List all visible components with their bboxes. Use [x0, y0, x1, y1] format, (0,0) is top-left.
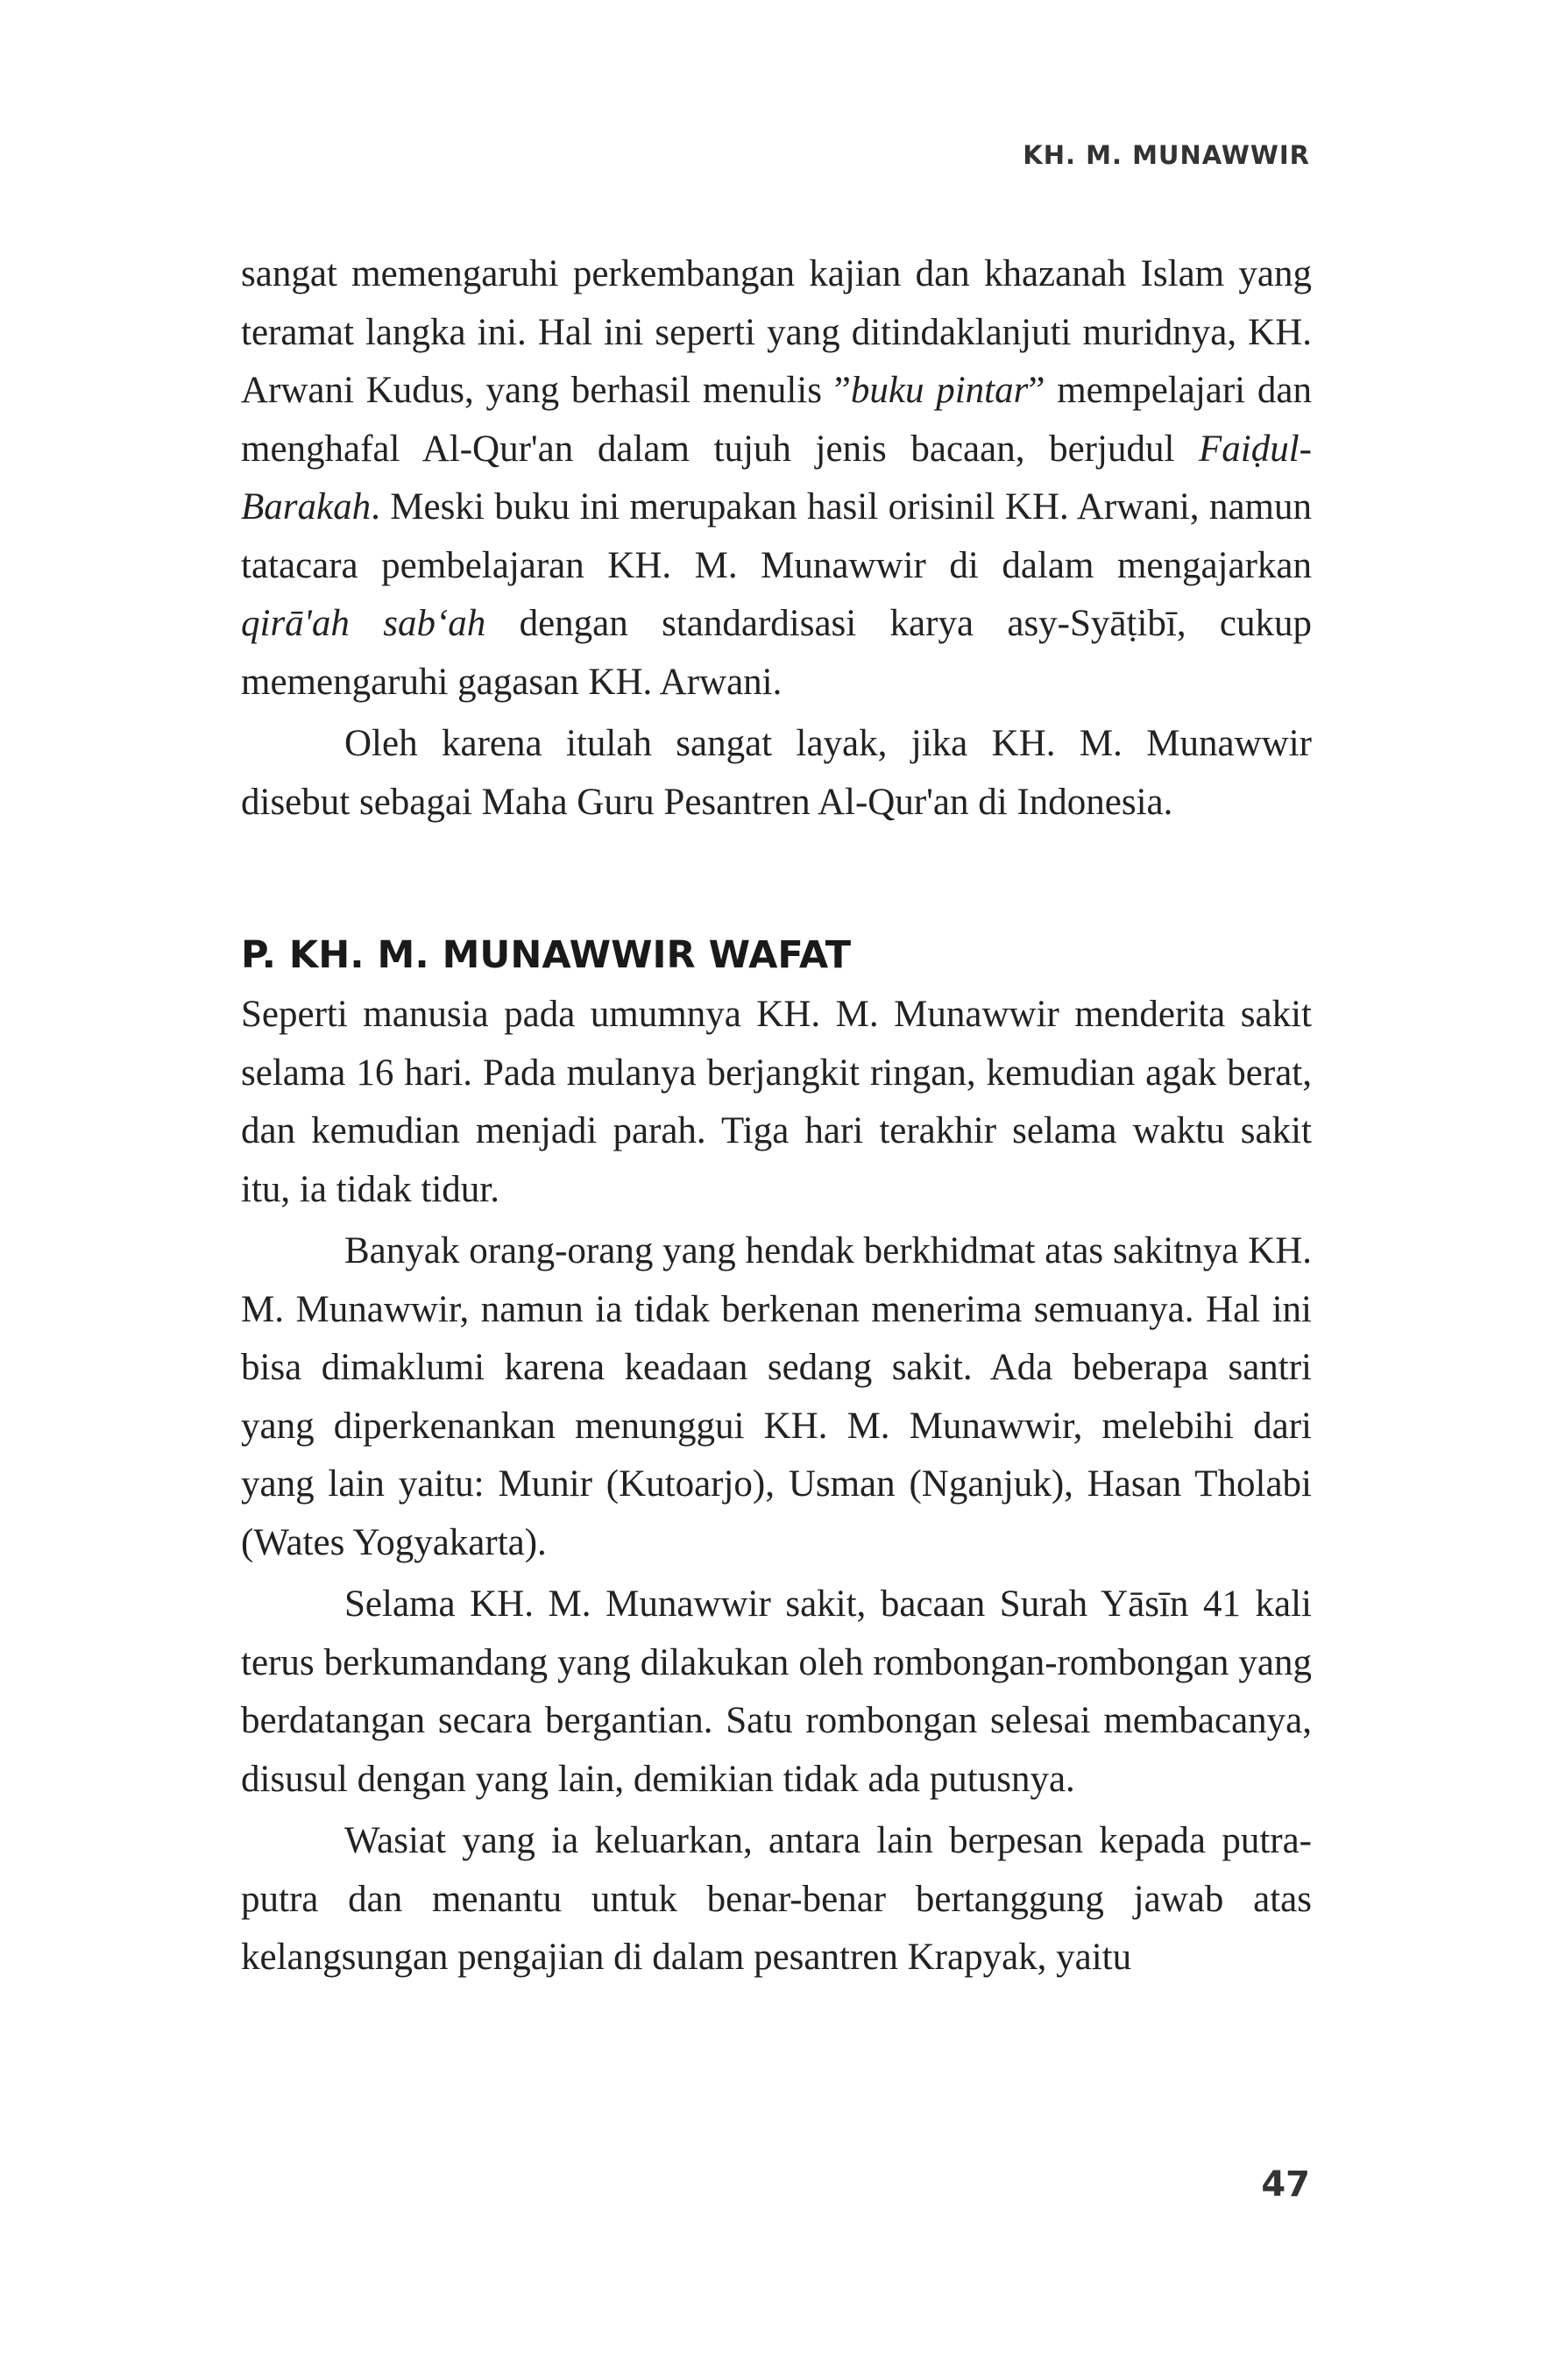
italic-term-qiraah-sabah: qirā'ah sab‘ah [241, 603, 486, 644]
italic-term-buku-pintar: buku pintar [850, 370, 1029, 411]
paragraph: Banyak orang-orang yang hendak berkhidmat atas sakitnya KH. M. Munawwir, namun ia tidak berkenan menerima semuanya. Hal ini bisa dimaklumi karena keadaan sedang sakit. Ada beberapa santri yang diperkenankan menunggui KH. M. Munawwir, melebihi dari yang lain yaitu: Munir (Kutoarjo), Usman (Nganjuk), Hasan Tholabi (Wates Yogyakarta). [241, 1230, 1312, 1563]
paragraph-continuation [241, 245, 1312, 712]
text-run: ” mempelajari dan menghafal Al-Qur'an dalam tujuh jenis bacaan, berjudul [241, 370, 1312, 470]
running-header: KH. M. MUNAWWIR [1023, 140, 1310, 170]
text-run: dengan standardisasi karya asy-Syāṭibī, cukup memengaruhi gagasan KH. Arwani. [241, 603, 1312, 703]
text-run: . Meski buku ini merupakan hasil orisinil KH. Arwani, namun tatacara pembelajaran KH. M. Munawwir di dalam mengajarkan [241, 486, 1312, 586]
text-run: sangat memengaruhi perkembangan kajian dan khazanah Islam yang teramat langka ini. Hal ini seperti yang ditindaklanjuti muridnya, KH. Arwani Kudus, yang berhasil menulis ” [241, 253, 1312, 411]
section-heading: P. KH. M. MUNAWWIR WAFAT [241, 933, 852, 977]
paragraph: Oleh karena itulah sangat layak, jika KH. M. Munawwir disebut sebagai Maha Guru Pesantren Al-Qur'an di Indonesia. [241, 723, 1312, 823]
paragraph: Seperti manusia pada umumnya KH. M. Munawwir menderita sakit selama 16 hari. Pada mulanya berjangkit ringan, kemudian agak berat, dan kemudian menjadi parah. Tiga hari terakhir selama waktu sakit itu, ia tidak tidur. [241, 994, 1312, 1210]
page-number: 47 [1261, 2164, 1310, 2205]
italic-title-faidul-barakah: Faiḍul-Barakah [241, 428, 1312, 528]
paragraph: Wasiat yang ia keluarkan, antara lain berpesan kepada putra-putra dan menantu untuk benar-benar bertanggung jawab atas kelangsungan pengajian di dalam pesantren Krapyak, yaitu [241, 1820, 1312, 1978]
page-body [241, 245, 1312, 1987]
paragraph: Selama KH. M. Munawwir sakit, bacaan Surah Yāsīn 41 kali terus berkumandang yang dilakukan oleh rombongan-rombongan yang berdatangan secara bergantian. Satu rombongan selesai membacanya, disusul dengan yang lain, demikian tidak ada putusnya. [241, 1583, 1312, 1800]
